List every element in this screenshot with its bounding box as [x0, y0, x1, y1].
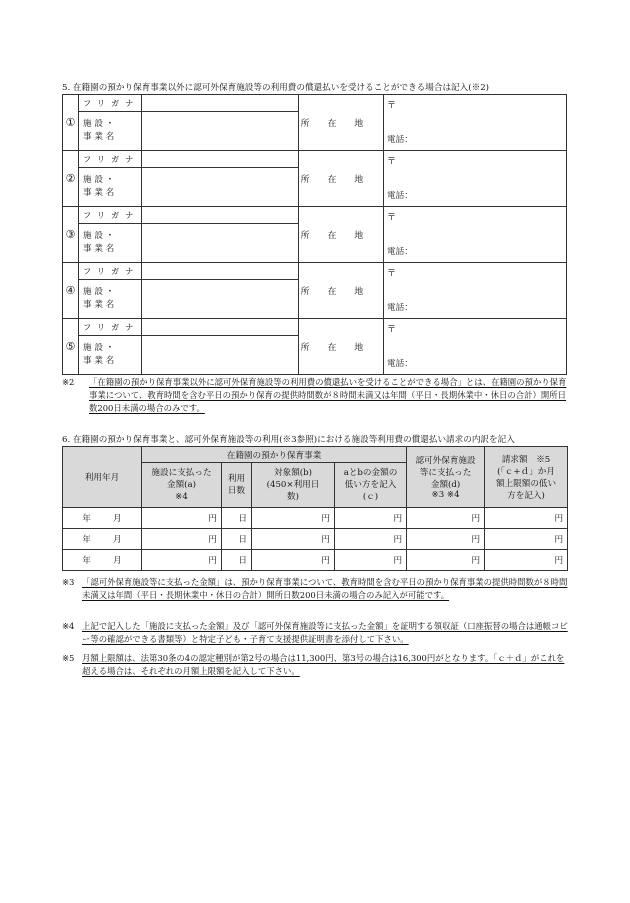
- note-3: [62, 576, 568, 616]
- phone-label: 電話：: [387, 303, 413, 313]
- facility-name-label: 施 設 ・ 事 業 名: [79, 224, 142, 263]
- usage-days-input[interactable]: 日: [222, 508, 252, 529]
- furigana-input[interactable]: [142, 263, 299, 280]
- header-in-school-care: 在籍園の預かり保育事業: [142, 447, 407, 463]
- amount-b-input[interactable]: 円: [252, 529, 335, 550]
- header-claim-amount: 請求額 ※5 (「ｃ+ｄ」か月 額上限額の低い 方を記入): [485, 447, 568, 508]
- amount-d-input[interactable]: 円: [407, 508, 485, 529]
- table-row: [63, 508, 568, 529]
- claim-amount-input[interactable]: 円: [485, 550, 568, 571]
- furigana-label: フリガナ: [79, 263, 142, 280]
- header-amount-d: 認可外保育施設 等に支払った 金額(d) ※3 ※4: [407, 447, 485, 508]
- note-5-text: 月額上限額は、法第30条の4の認定種別が第2号の場合は11,300円、第3号の場合は16,300円がとなります。「ｃ＋ｄ」がこれを超える場合は、それぞれの月額上限額を記入して下さい。: [82, 653, 565, 676]
- amount-a-input[interactable]: 円: [142, 529, 222, 550]
- facility-name-input[interactable]: [142, 336, 299, 375]
- note-5: [62, 652, 568, 680]
- location-label: 所在地: [299, 95, 384, 151]
- claim-amount-input[interactable]: 円: [485, 529, 568, 550]
- facility-row-number: ①: [63, 95, 79, 151]
- facility-name-input[interactable]: [142, 224, 299, 263]
- header-amount-b: 対象額(b) (450×利用日 数): [252, 463, 335, 508]
- amount-a-input[interactable]: 円: [142, 508, 222, 529]
- facility-name-label: 施 設 ・ 事 業 名: [79, 336, 142, 375]
- furigana-label: フリガナ: [79, 95, 142, 112]
- facility-name-input[interactable]: [142, 112, 299, 151]
- usage-month-input[interactable]: 年 月: [63, 529, 142, 550]
- postal-mark: 〒: [387, 269, 397, 279]
- furigana-input[interactable]: [142, 95, 299, 112]
- facility-name-label: 施 設 ・ 事 業 名: [79, 168, 142, 207]
- furigana-input[interactable]: [142, 151, 299, 168]
- furigana-label: フリガナ: [79, 151, 142, 168]
- postal-mark: 〒: [387, 325, 397, 335]
- note-2-mark: ※2: [62, 377, 75, 387]
- postal-mark: 〒: [387, 157, 397, 167]
- usage-month-input[interactable]: 年 月: [63, 550, 142, 571]
- usage-days-input[interactable]: 日: [222, 529, 252, 550]
- usage-days-input[interactable]: 日: [222, 550, 252, 571]
- table-row: [63, 529, 568, 550]
- header-usage-days: 利用 日数: [222, 463, 252, 508]
- note-5-mark: ※5: [62, 653, 75, 663]
- phone-label: 電話：: [387, 135, 413, 145]
- claim-amount-input[interactable]: 円: [485, 508, 568, 529]
- phone-label: 電話：: [387, 359, 413, 369]
- address-input[interactable]: [384, 151, 567, 207]
- furigana-input[interactable]: [142, 319, 299, 336]
- amount-a-input[interactable]: 円: [142, 550, 222, 571]
- phone-label: 電話：: [387, 247, 413, 257]
- address-input[interactable]: [384, 95, 567, 151]
- amount-d-input[interactable]: 円: [407, 550, 485, 571]
- location-label: 所在地: [299, 263, 384, 319]
- postal-mark: 〒: [387, 213, 397, 223]
- section6-heading: 6. 在籍園の預かり保育事業と、認可外保育施設等の利用(※3参照)における施設等利用費の償還払い請求の内訳を記入: [62, 435, 515, 445]
- facility-table: [62, 94, 567, 375]
- note-4: [62, 620, 568, 648]
- note-2: [62, 376, 568, 416]
- facility-row-number: ④: [63, 263, 79, 319]
- postal-mark: 〒: [387, 101, 397, 111]
- facility-row-number: ②: [63, 151, 79, 207]
- header-amount-a: 施設に支払った 金額(a) ※4: [142, 463, 222, 508]
- facility-name-input[interactable]: [142, 168, 299, 207]
- amount-c-input[interactable]: 円: [335, 529, 407, 550]
- furigana-label: フリガナ: [79, 207, 142, 224]
- amount-c-input[interactable]: 円: [335, 508, 407, 529]
- phone-label: 電話：: [387, 191, 413, 201]
- facility-row-number: ⑤: [63, 319, 79, 375]
- section5-heading: 5. 在籍園の預かり保育事業以外に認可外保育施設等の利用費の償還払いを受けることができる場合は記入(※2): [62, 83, 490, 93]
- address-input[interactable]: [384, 207, 567, 263]
- furigana-label: フリガナ: [79, 319, 142, 336]
- note-2-text: 「在籍園の預かり保育事業以外に認可外保育施設等の利用費の償還払いを受けることができる場合」とは、在籍園の預かり保育事業について、教育時間を含む平日の預かり保育の提供時間数が８時間未満又は年間（平日・長期休業中・休日の合計）開所日数200日未満の場合のみです。: [89, 377, 567, 413]
- amount-c-input[interactable]: 円: [335, 550, 407, 571]
- furigana-input[interactable]: [142, 207, 299, 224]
- note-4-text: 上記で記入した「施設に支払った金額」及び「認可外保育施設等に支払った金額」を証明する領収証（口座振替の場合は通帳コピー等の確認ができる書類等）と特定子ども・子育て支援提供証明書を添付して下さい。: [82, 621, 568, 644]
- claim-breakdown-table: [62, 446, 568, 571]
- location-label: 所在地: [299, 151, 384, 207]
- address-input[interactable]: [384, 319, 567, 375]
- address-input[interactable]: [384, 263, 567, 319]
- usage-month-input[interactable]: 年 月: [63, 508, 142, 529]
- note-4-mark: ※4: [62, 621, 75, 631]
- facility-name-label: 施 設 ・ 事 業 名: [79, 280, 142, 319]
- location-label: 所在地: [299, 207, 384, 263]
- note-3-mark: ※3: [62, 577, 75, 587]
- facility-row-number: ③: [63, 207, 79, 263]
- facility-name-label: 施 設 ・ 事 業 名: [79, 112, 142, 151]
- amount-d-input[interactable]: 円: [407, 529, 485, 550]
- note-3-text: 「認可外保育施設等に支払った金額」は、預かり保育事業について、教育時間を含む平日の預かり保育事業の提供時間数が８時間未満又は年間（平日・長期休業中・休日の合計）開所日数200日未満の場合のみ記入が可能です。: [82, 577, 568, 600]
- amount-b-input[interactable]: 円: [252, 508, 335, 529]
- facility-name-input[interactable]: [142, 280, 299, 319]
- amount-b-input[interactable]: 円: [252, 550, 335, 571]
- header-usage-month: 利用年月: [63, 447, 142, 508]
- location-label: 所在地: [299, 319, 384, 375]
- table-row: [63, 550, 568, 571]
- header-amount-c: aとbの金額の 低い方を記入 (ｃ): [335, 463, 407, 508]
